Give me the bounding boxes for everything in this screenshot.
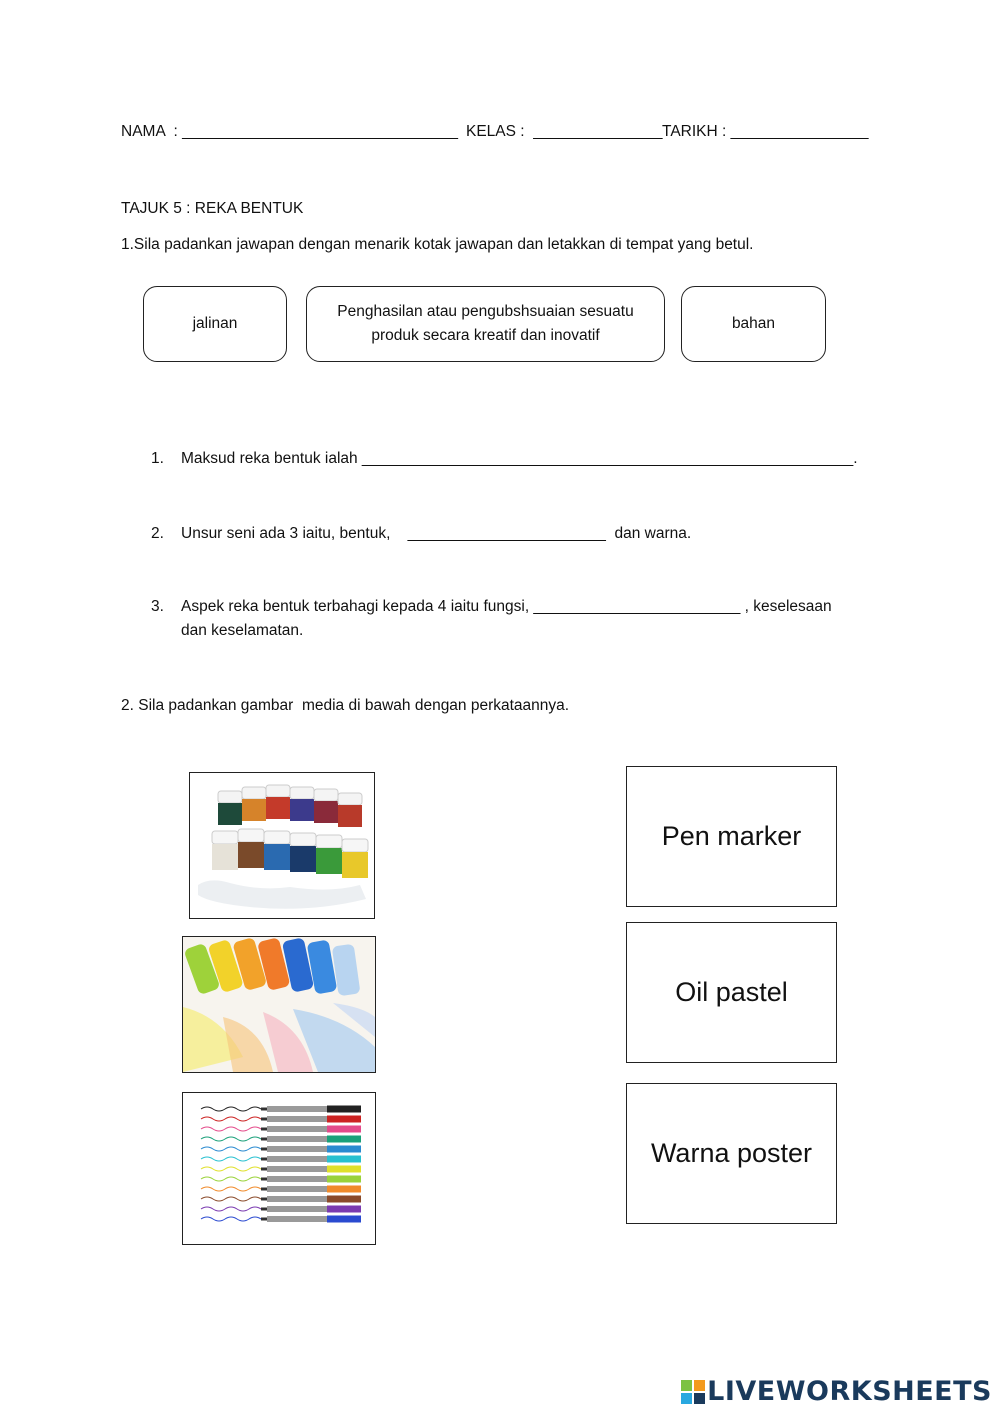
question-3-number: 3.	[151, 598, 164, 615]
word-box-oil-pastel[interactable]: Oil pastel	[626, 922, 837, 1063]
liveworksheets-logo-icon	[681, 1380, 705, 1404]
word-box-pen-marker[interactable]: Pen marker	[626, 766, 837, 907]
answer-choice-definition[interactable]: Penghasilan atau pengubshsuaian sesuatu produk secara kreatif dan inovatif	[306, 286, 665, 362]
oil-pastel-image[interactable]	[182, 936, 376, 1073]
section1-instruction: 1.Sila padankan jawapan dengan menarik kotak jawapan dan letakkan di tempat yang betul.	[121, 236, 754, 253]
question-2-number: 2.	[151, 525, 164, 542]
question-3-text-line1[interactable]: Aspek reka bentuk terbahagi kepada 4 iaitu fungsi, ________________________ , keselesaan	[181, 598, 832, 615]
topic-title: TAJUK 5 : REKA BENTUK	[121, 200, 304, 217]
pen-marker-image[interactable]	[182, 1092, 376, 1245]
liveworksheets-logo-text: LIVEWORKSHEETS	[707, 1376, 992, 1407]
liveworksheets-logo	[681, 1376, 992, 1407]
poster-paint-jars-icon	[190, 773, 374, 918]
poster-paint-image[interactable]	[189, 772, 375, 919]
question-1-text[interactable]: Maksud reka bentuk ialah _________________________________________________________.	[181, 450, 858, 467]
question-1-number: 1.	[151, 450, 164, 467]
pen-markers-icon	[183, 1093, 375, 1244]
answer-choice-jalinan[interactable]: jalinan	[143, 286, 287, 362]
oil-pastel-crayons-icon	[183, 937, 375, 1072]
section2-instruction: 2. Sila padankan gambar media di bawah dengan perkataannya.	[121, 697, 570, 714]
date-field-label: TARIKH : ________________	[662, 123, 869, 140]
question-3-text-line2: dan keselamatan.	[181, 622, 304, 639]
name-field-label: NAMA : ________________________________	[121, 123, 459, 140]
answer-choice-bahan[interactable]: bahan	[681, 286, 826, 362]
class-field-label: KELAS : _______________	[466, 123, 663, 140]
word-box-warna-poster[interactable]: Warna poster	[626, 1083, 837, 1224]
question-2-text[interactable]: Unsur seni ada 3 iaitu, bentuk, _______________________ dan warna.	[181, 525, 692, 542]
